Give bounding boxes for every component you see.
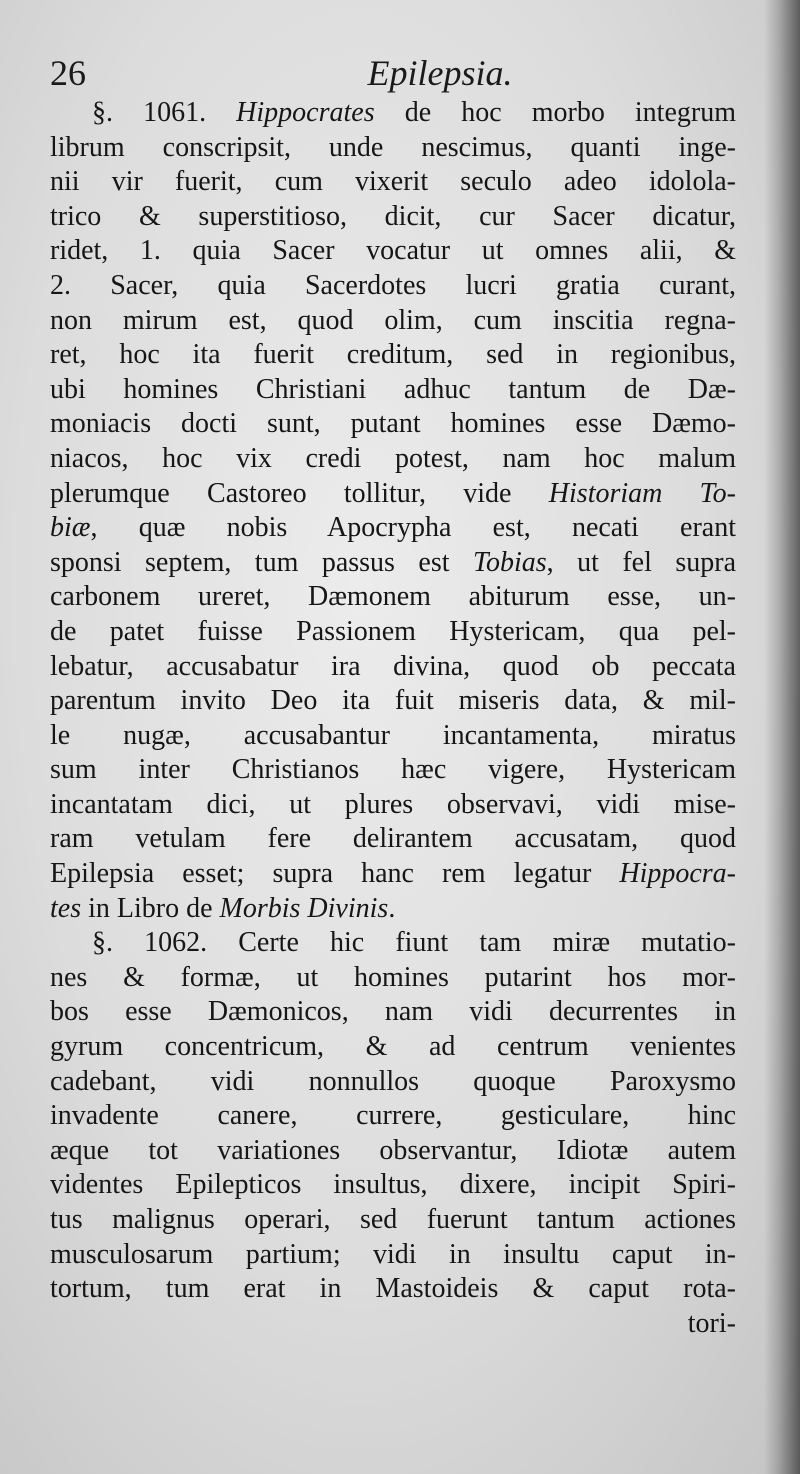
text-line: tus malignus operari, sed fuerunt tantum actiones: [50, 1204, 736, 1235]
text-line: tes in Libro de Morbis Divinis.: [50, 892, 396, 924]
italic-text: Hippocra-: [619, 858, 736, 890]
running-head: Epilepsia.: [367, 53, 513, 93]
text-line: videntes Epilepticos insultus, dixere, incipit Spiri-: [50, 1169, 736, 1201]
text-line: Epilepsia esset; supra hanc rem legatur Hippocra-: [50, 858, 736, 890]
text-line: 2. Sacer, quia Sacerdotes lucri gratia curant,: [50, 269, 736, 301]
text-line: parentum invito Deo ita fuit miseris data, & mil-: [50, 685, 736, 717]
text-line: gyrum concentricum, & ad centrum venientes: [50, 1031, 736, 1063]
text-line: carbonem ureret, Dæmonem abiturum esse, un-: [50, 581, 736, 613]
text-line: moniacis docti sunt, putant homines esse Dæmo-: [50, 408, 736, 440]
text-line: nii vir fuerit, cum vixerit seculo adeo idolola-: [50, 166, 736, 198]
italic-text: tes: [50, 892, 82, 924]
text-line: musculosarum partium; vidi in insultu caput in-: [50, 1238, 736, 1270]
text-line: biæ, quæ nobis Apocrypha est, necati erant: [50, 512, 736, 544]
text-line: sum inter Christianos hæc vigere, Hystericam: [50, 754, 736, 786]
text-line: niacos, hoc vix credi potest, nam hoc malum: [50, 442, 736, 474]
text-line: nes & formæ, ut homines putarint hos mor-: [50, 961, 736, 993]
text-line: lebatur, accusabatur ira divina, quod ob peccata: [50, 650, 736, 682]
text-line: tori-: [687, 1307, 736, 1339]
page-spine-shadow: [764, 0, 800, 1474]
text-line: ret, hoc ita fuerit creditum, sed in regionibus,: [50, 339, 736, 371]
text-line: librum conscripsit, unde nescimus, quanti inge-: [50, 131, 736, 163]
text-line: plerumque Castoreo tollitur, vide Historiam To-: [50, 477, 736, 509]
text-line: invadente canere, currere, gesticulare, hinc: [50, 1100, 736, 1132]
body-text: [50, 96, 736, 1341]
text-line: æque tot variationes observantur, Idiotæ autem: [50, 1134, 736, 1166]
text-line: incantatam dici, ut plures observavi, vidi mise-: [50, 788, 736, 820]
text-line: §. 1061. Hippocrates de hoc morbo integrum: [92, 97, 736, 128]
text-line: sponsi septem, tum passus est Tobias, ut fel supra: [50, 546, 736, 578]
italic-text: Tobias: [472, 546, 547, 578]
italic-text: Morbis Divinis: [219, 892, 389, 924]
page-number: 26: [50, 53, 86, 93]
text-line: tortum, tum erat in Mastoideis & caput rota-: [50, 1273, 736, 1305]
italic-text: Hippocrates: [236, 97, 375, 128]
page-header: [50, 52, 740, 96]
text-line: de patet fuisse Passionem Hystericam, qua pel-: [50, 615, 736, 647]
text-line: bos esse Dæmonicos, nam vidi decurrentes in: [50, 996, 736, 1028]
text-line: ram vetulam fere delirantem accusatam, quod: [50, 823, 736, 855]
text-line: ridet, 1. quia Sacer vocatur ut omnes alii, &: [50, 235, 736, 267]
text-line: ubi homines Christiani adhuc tantum de Dæ-: [50, 373, 736, 405]
italic-text: Historiam To-: [548, 477, 736, 509]
text-line: non mirum est, quod olim, cum inscitia regna-: [50, 304, 736, 336]
text-line: trico & superstitioso, dicit, cur Sacer dicatur,: [50, 200, 736, 232]
italic-text: biæ: [50, 512, 91, 544]
text-line: cadebant, vidi nonnullos quoque Paroxysmo: [50, 1065, 736, 1097]
text-line: §. 1062. Certe hic fiunt tam miræ mutatio-: [92, 927, 736, 959]
text-line: le nugæ, accusabantur incantamenta, miratus: [50, 719, 736, 751]
